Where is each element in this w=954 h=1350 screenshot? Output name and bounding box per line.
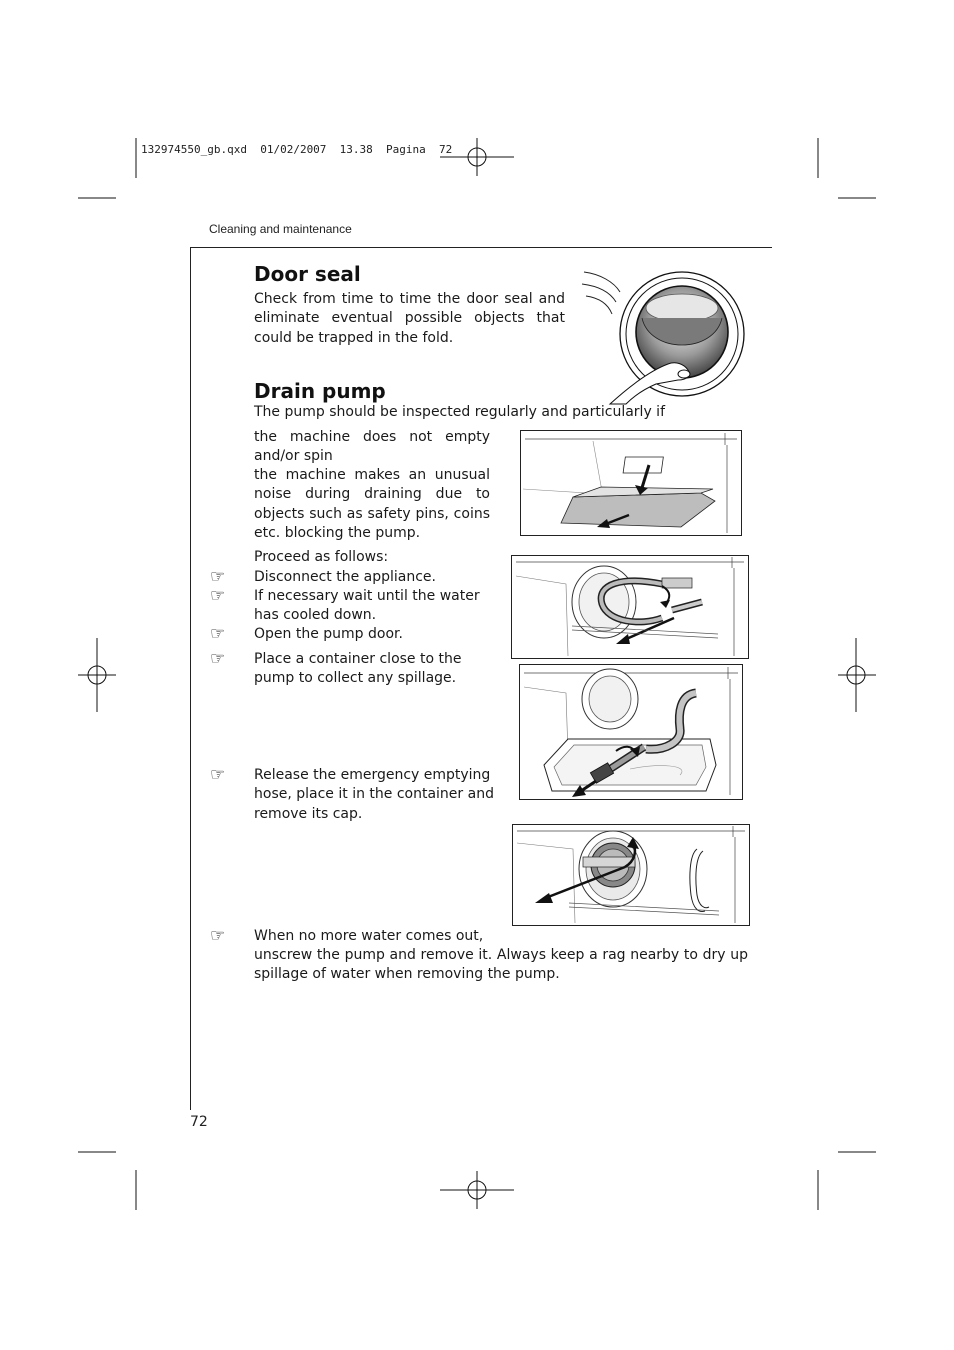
step-release-hose: Release the emergency emptying hose, place it in the container and remove its cap.	[254, 767, 494, 822]
pointing-hand-icon: ☞	[210, 926, 226, 945]
condition-no-empty: the machine does not empty and/or spin	[254, 429, 490, 465]
step-unscrew-pump-rest: unscrew the pump and remove it. Always keep a rag nearby to dry up spillage of water when removing the pump.	[254, 947, 748, 983]
print-slug: 132974550_gb.qxd 01/02/2007 13.38 Pagina 72	[141, 143, 453, 156]
proceed-text: Proceed as follows:	[254, 549, 389, 565]
condition-noise: the machine makes an unusual noise during draining due to objects such as safety pins, coins etc. blocking the pump.	[254, 467, 490, 542]
step-unscrew-pump-line1: When no more water comes out,	[254, 928, 484, 944]
drain-pump-intro: The pump should be inspected regularly and particularly if	[254, 404, 665, 420]
door-seal-text: Check from time to time the door seal and eliminate eventual possible objects that could be trapped in the fold.	[254, 291, 565, 346]
step-container: Place a container close to the pump to collect any spillage.	[254, 651, 462, 687]
step-disconnect: Disconnect the appliance.	[254, 569, 436, 585]
pointing-hand-icon: ☞	[210, 765, 226, 784]
pointing-hand-icon: ☞	[210, 649, 226, 668]
door-seal-heading: Door seal	[254, 262, 361, 286]
figure-pump-door	[520, 430, 742, 536]
header-rule	[190, 247, 772, 248]
pointing-hand-icon: ☞	[210, 586, 226, 605]
figure-unscrew-pump	[512, 824, 750, 926]
pointing-hand-icon: ☞	[210, 624, 226, 643]
page-number: 72	[190, 1114, 208, 1130]
step-open-door: Open the pump door.	[254, 626, 403, 642]
margin-rule	[190, 247, 191, 1110]
figure-hose-release	[511, 555, 749, 659]
step-wait-cool: If necessary wait until the water has cooled down.	[254, 588, 480, 624]
door-seal-illustration	[580, 268, 750, 406]
pointing-hand-icon: ☞	[210, 567, 226, 586]
figure-container-cap	[519, 664, 743, 800]
drain-pump-heading: Drain pump	[254, 379, 386, 403]
running-header: Cleaning and maintenance	[209, 222, 352, 236]
